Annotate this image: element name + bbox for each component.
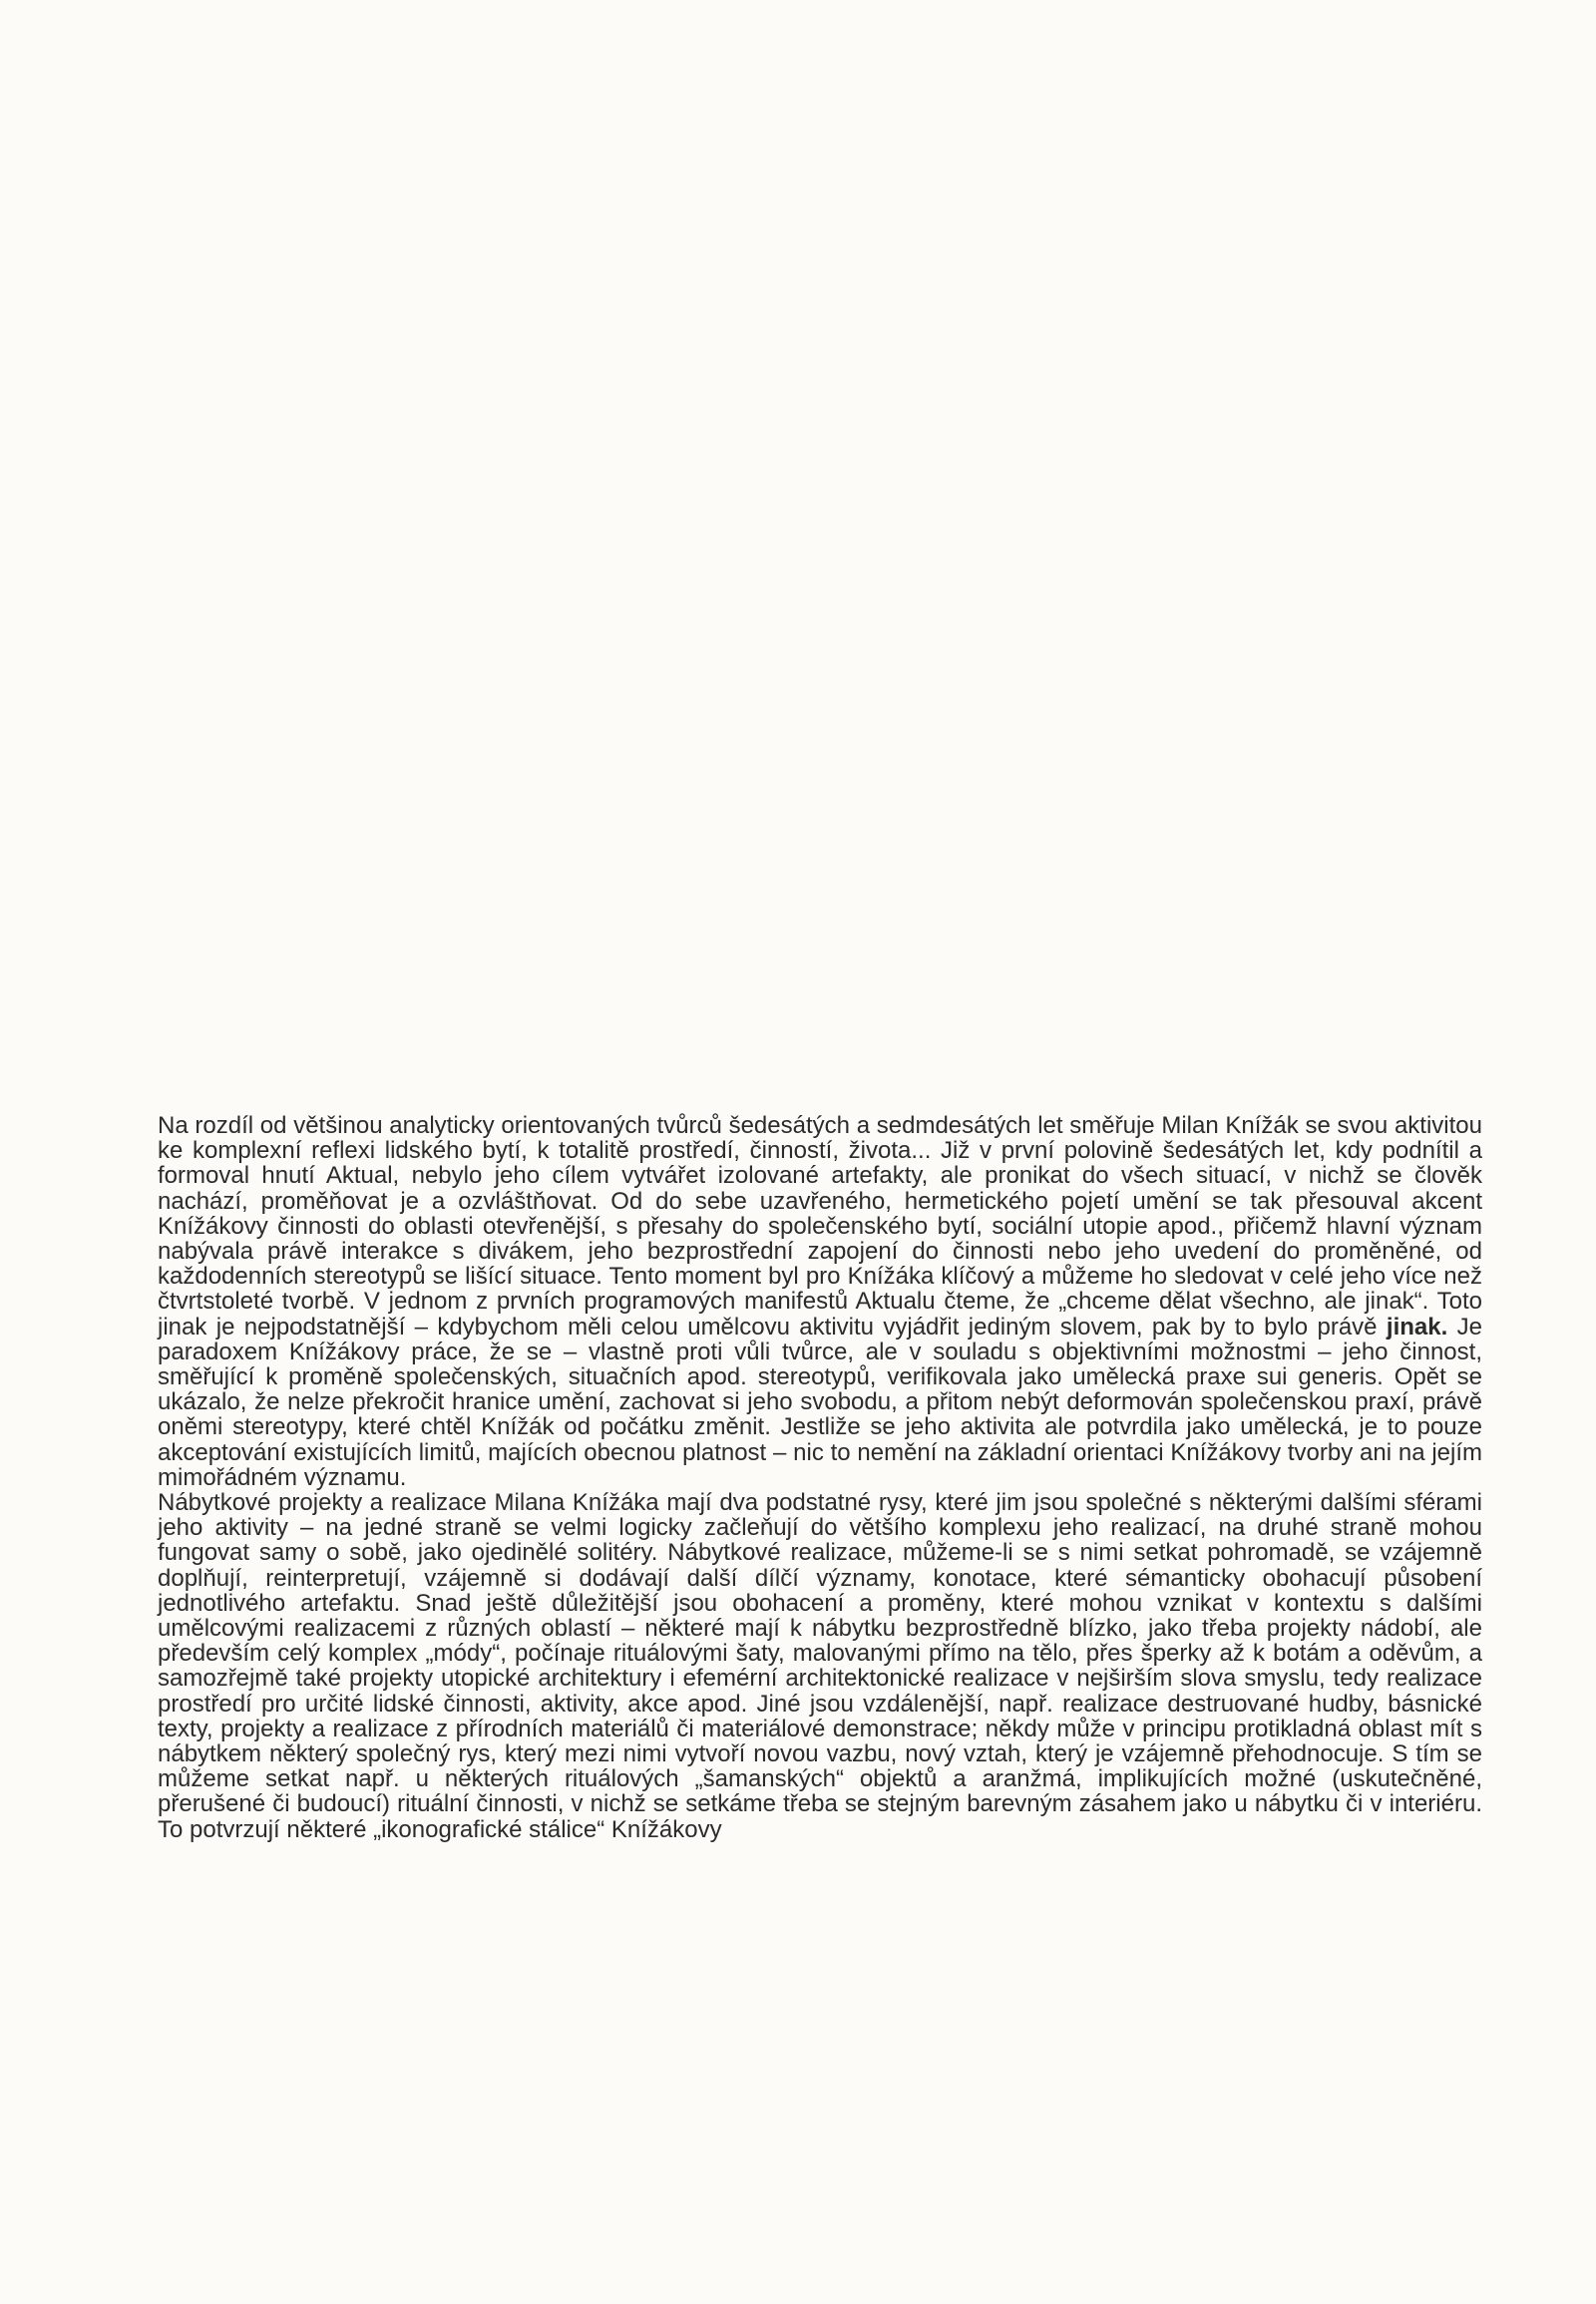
paragraph-2-text: Nábytkové projekty a realizace Milana Knížáka mají dva podstatné rysy, které jim jsou společné s některými dalšími sférami jeho aktivity – na jedné straně se velmi logicky začleňují do většího komplexu jeho realizací, na druhé straně mohou fungovat samy o sobě, jako ojedinělé solitéry. Nábytkové realizace, můžeme-li se s nimi setkat pohromadě, se vzájemně doplňují, reinterpretují, vzájemně si dodávají další dílčí významy, konotace, které sémanticky obohacují působení jednotlivého artefaktu. Snad ještě důležitější jsou obohacení a proměny, které mohou vznikat v kontextu s dalšími umělcovými realizacemi z různých oblastí – některé mají k nábytku bezprostředně blízko, jako třeba projekty nádobí, ale především celý komplex „módy“, počínaje rituálovými šaty, malovanými přímo na tělo, přes šperky až k botám a oděvům, a samozřejmě také projekty utopické architektury i efemérní architektonické realizace v nejširším slova smyslu, tedy realizace prostředí pro určité lidské činnosti, aktivity, akce apod. Jiné jsou vzdálenější, např. realizace destruované hudby, básnické texty, projekty a realizace z přírodních materiálů či materiálové demonstrace; někdy může v principu protikladná oblast mít s nábytkem některý společný rys, který mezi nimi vytvoří novou vazbu, nový vztah, který je vzájemně přehodnocuje. S tím se můžeme setkat např. u některých rituálových „šamanských“ objektů a aranžmá, implikujících možné (uskutečněné, přerušené či budoucí) rituální činnosti, v nichž se setkáme třeba se stejným barevným zásahem jako u nábytku či v interiéru. To potvrzují některé „ikonografické stálice“ Knížákovy xyxy=(158,1489,1482,1843)
paragraph-2 xyxy=(158,1490,1482,1842)
paragraph-1-text: Na rozdíl od většinou analyticky orientovaných tvůrců šedesátých a sedmdesátých let směřuje Milan Knížák se svou aktivitou ke komplexní reflexi lidského bytí, k totalitě prostředí, činností, života... Již v první polovině šedesátých let, kdy podnítil a formoval hnutí Aktual, nebylo jeho cílem vytvářet izolované artefakty, ale pronikat do všech situací, v nichž se člověk nachází, proměňovat je a ozvláštňovat. Od do sebe uzavřeného, hermetického pojetí umění se tak přesouval akcent Knížákovy činnosti do oblasti otevřenější, s přesahy do společenského bytí, sociální utopie apod., přičemž hlavní význam nabývala právě interakce s divákem, jeho bezprostřední zapojení do činnosti nebo jeho uvedení do proměněné, od každodenních stereotypů se lišící situace. Tento moment byl pro Knížáka klíčový a můžeme ho sledovat v celé jeho více než čtvrtstoleté tvorbě. V jednom z prvních programových manifestů Aktualu čteme, že „chceme dělat všechno, ale jinak“. Toto jinak je nejpodstatnější – kdybychom měli celou umělcovu aktivitu vyjádřit jediným slovem, pak by to bylo právě xyxy=(158,1112,1482,1341)
body-text xyxy=(158,1113,1482,1842)
paragraph-1 xyxy=(158,1113,1482,1490)
emphasized-word: jinak. xyxy=(1386,1313,1448,1341)
paragraph-1-continuation: Je paradoxem Knížákovy práce, že se – vlastně proti vůli tvůrce, ale v souladu s objektivními možnostmi – jeho činnost, směřující k proměně společenských, situačních apod. stereotypů, verifikovala jako umělecká praxe sui generis. Opět se ukázalo, že nelze překročit hranice umění, zachovat si jeho svobodu, a přitom nebýt deformován společenskou praxí, právě oněmi stereotypy, které chtěl Knížák od počátku změnit. Jestliže se jeho aktivita ale potvrdila jako umělecká, je to pouze akceptování existujících limitů, majících obecnou platnost – nic to nemění na základní orientaci Knížákovy tvorby ani na jejím mimořádném významu. xyxy=(158,1313,1482,1491)
